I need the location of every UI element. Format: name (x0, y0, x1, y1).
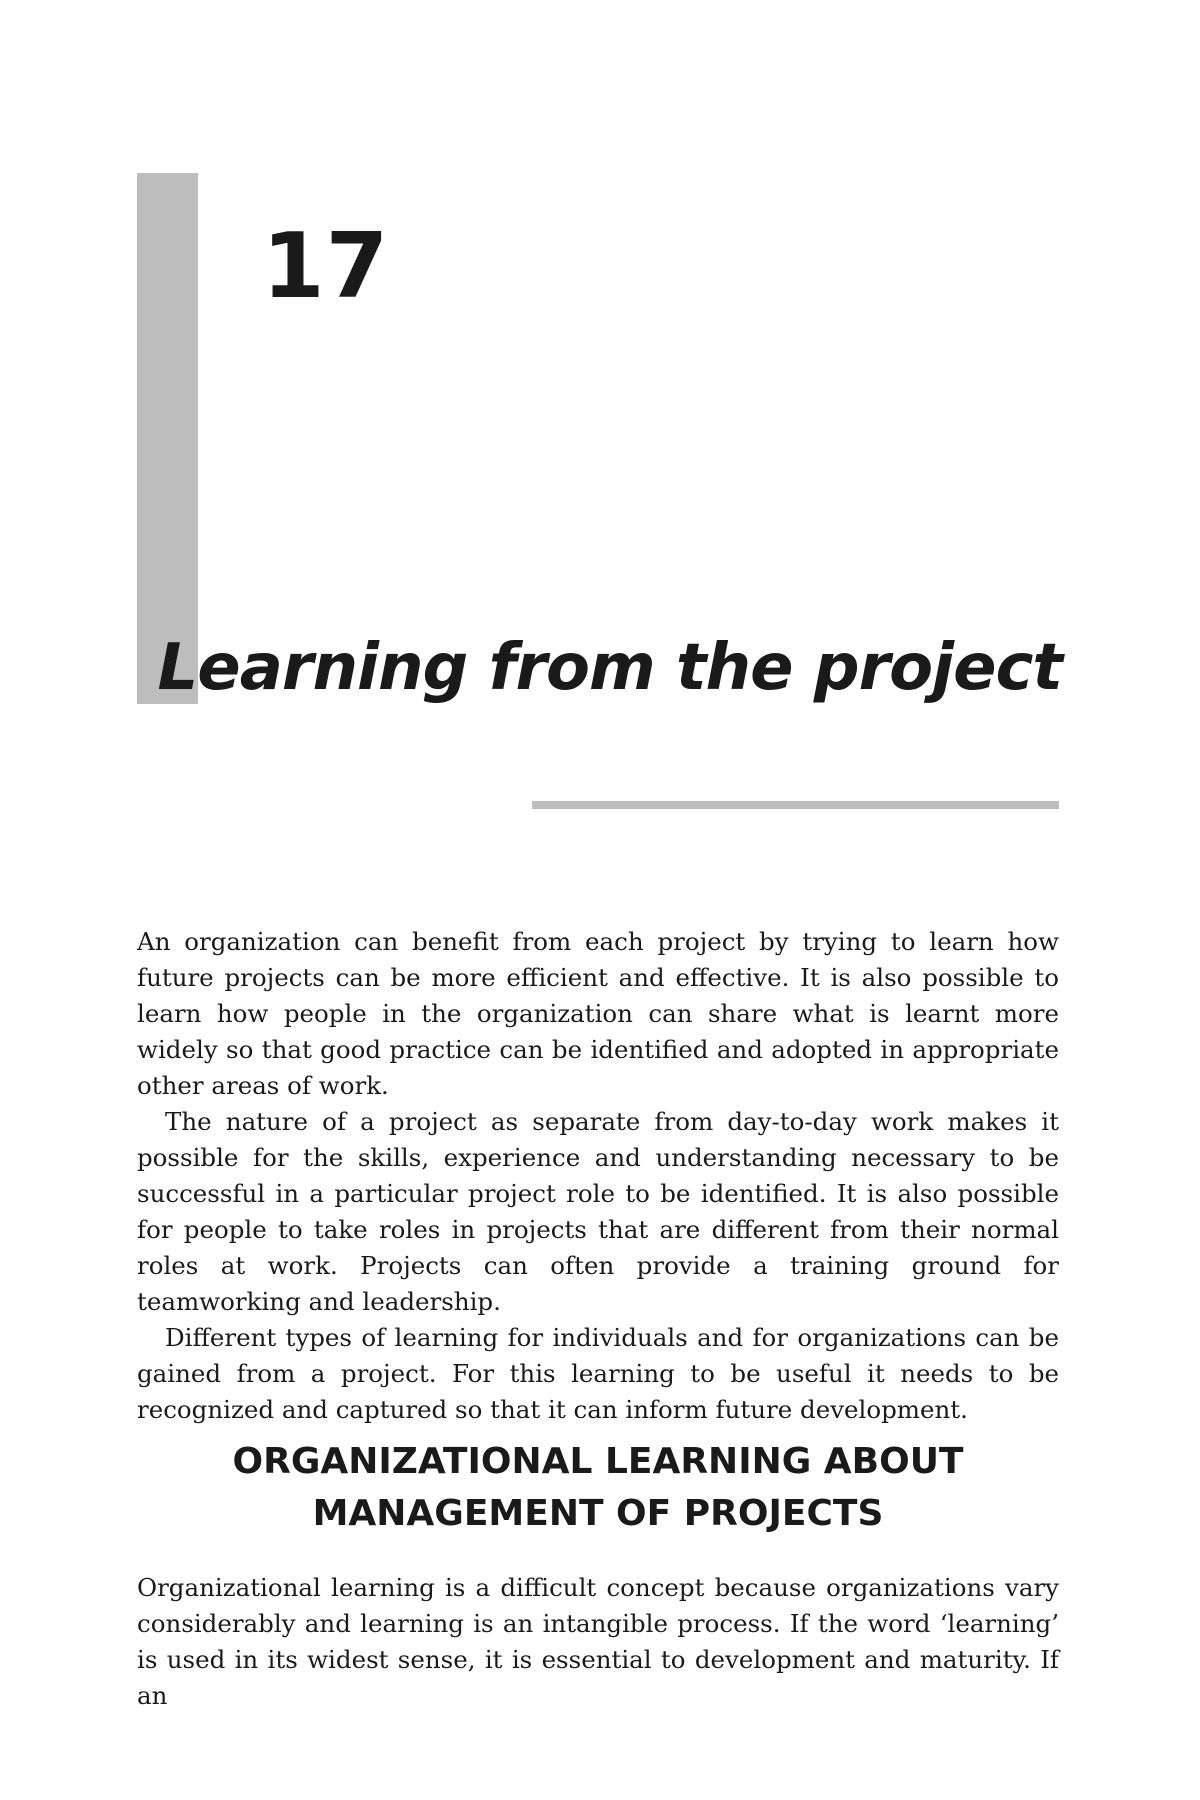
section-heading-line-2: MANAGEMENT OF PROJECTS (312, 1493, 884, 1534)
chapter-number: 17 (262, 214, 390, 319)
chapter-side-bar (137, 173, 198, 704)
title-divider (532, 801, 1059, 809)
intro-text (137, 924, 1059, 1428)
section-heading (137, 1436, 1059, 1540)
section-paragraph-1: Organizational learning is a difficult concept because organizations vary considerably and learning is an intangible process. If the word ‘learning’ is used in its widest sense, it is essential to development and maturity. If an (137, 1573, 1059, 1710)
intro-paragraph-1: An organization can benefit from each project by trying to learn how future projects can be more efficient and effective. It is also possible to learn how people in the organization can share what is learnt more widely so that good practice can be identified and adopted in appropriate other areas of work. (137, 927, 1059, 1100)
intro-paragraph-3: Different types of learning for individuals and for organizations can be gained from a project. For this learning to be useful it needs to be recognized and captured so that it can inform future development. (137, 1323, 1059, 1424)
chapter-title: Learning from the project (157, 631, 1062, 705)
section-heading-line-1: ORGANIZATIONAL LEARNING ABOUT (232, 1441, 964, 1482)
intro-paragraph-2: The nature of a project as separate from day-to-day work makes it possible for the skills, experience and understanding necessary to be successful in a particular project role to be identified. It is also possible for people to take roles in projects that are different from their normal roles at work. Projects can often provide a training ground for teamworking and leadership. (137, 1107, 1059, 1316)
section-text (137, 1570, 1059, 1714)
